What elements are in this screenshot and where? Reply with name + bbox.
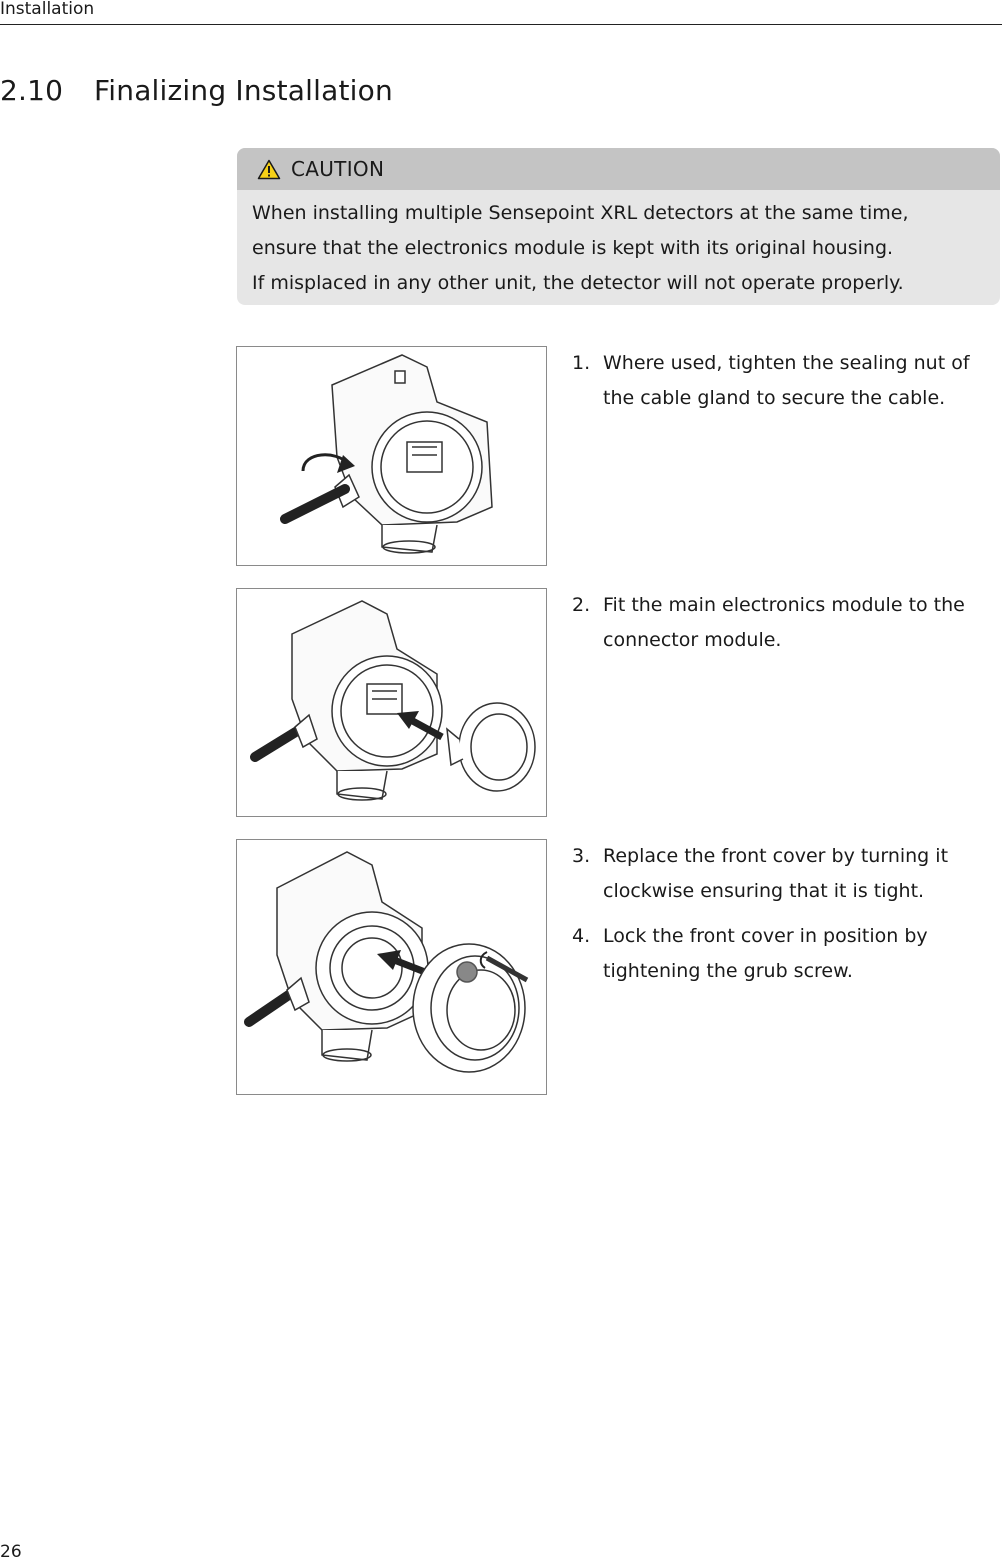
step-item	[572, 346, 997, 416]
detector-illustration	[237, 589, 546, 816]
section-number: 2.10	[0, 74, 64, 107]
caution-line: If misplaced in any other unit, the detector will not operate properly.	[252, 272, 904, 294]
detector-illustration	[237, 840, 546, 1094]
section-title	[0, 74, 393, 107]
step-item	[572, 588, 997, 658]
step-number: 1.	[572, 352, 591, 374]
page-number: 26	[0, 1542, 22, 1562]
caution-box	[237, 148, 1000, 305]
caution-text	[237, 190, 1000, 301]
caution-line: When installing multiple Sensepoint XRL detectors at the same time,	[252, 202, 909, 224]
caution-line: ensure that the electronics module is kept with its original housing.	[252, 237, 894, 259]
caution-header	[237, 148, 1000, 190]
step-item	[572, 919, 997, 989]
section-label: Installation	[0, 0, 95, 19]
step-text: Lock the front cover in position by tightening the grub screw.	[603, 925, 928, 982]
step-number: 3.	[572, 845, 591, 867]
section-heading: Finalizing Installation	[94, 74, 393, 107]
step-item	[572, 839, 997, 909]
tighten-cable-gland-figure	[236, 346, 547, 566]
detector-illustration	[237, 347, 546, 565]
warning-triangle-icon	[257, 159, 281, 180]
step-text: Fit the main electronics module to the connector module.	[603, 594, 965, 651]
caution-title: CAUTION	[291, 157, 385, 181]
step-text: Replace the front cover by turning it clockwise ensuring that it is tight.	[603, 845, 949, 902]
running-header	[0, 0, 1002, 25]
grub-screw-icon	[457, 962, 477, 982]
step-text: Where used, tighten the sealing nut of the cable gland to secure the cable.	[603, 352, 970, 409]
step-number: 2.	[572, 594, 591, 616]
fit-electronics-module-figure	[236, 588, 547, 817]
replace-front-cover-figure	[236, 839, 547, 1095]
step-number: 4.	[572, 925, 591, 947]
